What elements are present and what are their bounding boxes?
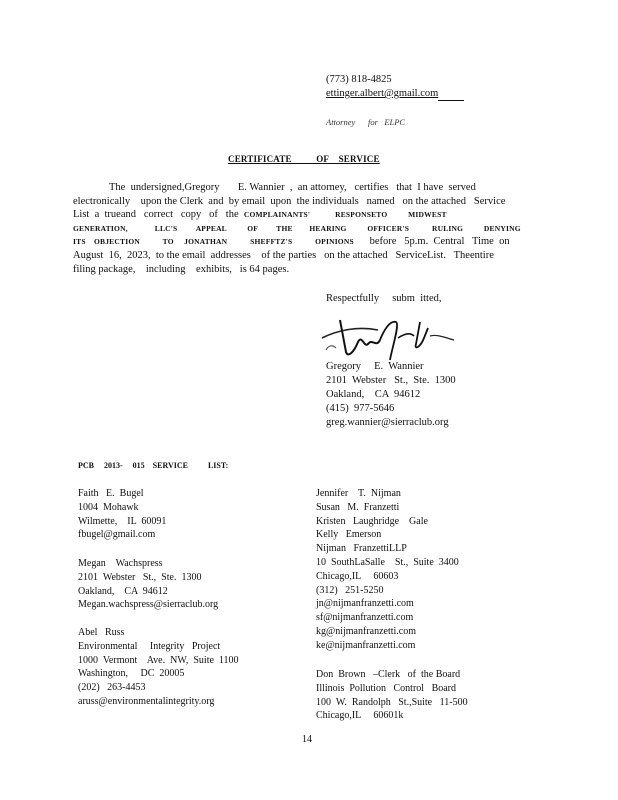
- contact-line: 10 SouthLaSalle St., Suite 3400: [316, 556, 459, 568]
- contact-line: Nijman FranzettiLLP: [316, 543, 407, 555]
- contact-line: Environmental Integrity Project: [78, 640, 221, 652]
- contact-line: Don Brown –Clerk of the Board: [316, 669, 461, 680]
- handwritten-signature: [318, 308, 458, 366]
- contact-line: 100 W. Randolph St.,Suite 11-500: [316, 696, 468, 708]
- attorney-role: Attorney for ELPC: [326, 117, 406, 127]
- contact-line: Oakland, CA 94612: [78, 585, 168, 597]
- contact-email[interactable]: kg@nijmanfranzetti.com: [316, 625, 417, 637]
- signer-address1: 2101 Webster St., Ste. 1300: [326, 375, 456, 386]
- service-list-heading: PCB 2013- 015 SERVICE LIST:: [78, 461, 229, 470]
- contact-line: (312) 251-5250: [316, 584, 384, 596]
- contact-line: Washington, DC 20005: [78, 668, 185, 680]
- header-email[interactable]: ettinger.albert@gmail.com: [326, 87, 464, 101]
- contact-line: Chicago,IL 60601k: [316, 710, 404, 722]
- contact-email[interactable]: aruss@environmentalintegrity.org: [78, 695, 215, 707]
- signer-name: Gregory E. Wannier: [326, 361, 424, 372]
- certificate-paragraph: [73, 181, 533, 276]
- paragraph-line: electronically upon the Clerk and by email upon the individuals named on the attached Service: [73, 195, 506, 207]
- paragraph-line: List a trueand correct copy of the COMPLAINANTS' RESPONSETO MIDWEST: [73, 209, 447, 221]
- signer-address2: Oakland, CA 94612: [326, 389, 421, 400]
- contact-line: Susan M. Franzetti: [316, 501, 400, 513]
- contact-line: Megan Wachspress: [78, 558, 163, 569]
- contact-line: (202) 263-4453: [78, 682, 146, 694]
- paragraph-line: ITS OBJECTION TO JONATHAN SHEFFTZ'S OPINIONS before 5p.m. Central Time on: [73, 236, 510, 248]
- signer-phone: (415) 977-5646: [326, 403, 395, 414]
- page-number: 14: [302, 734, 312, 745]
- contact-email[interactable]: fbugel@gmail.com: [78, 529, 156, 541]
- paragraph-line: The undersigned,Gregory E. Wannier , an attorney, certifies that I have served: [109, 182, 476, 193]
- service-contact-russ: [78, 626, 239, 709]
- contact-line: Wilmette, IL 60091: [78, 515, 167, 527]
- paragraph-line: filing package, including exhibits, is 64 pages.: [73, 263, 290, 275]
- paragraph-line: GENERATION, LLC'S APPEAL OF THE HEARING OFFICER'S RULING DENYING: [73, 223, 521, 233]
- contact-email[interactable]: Megan.wachspress@sierraclub.org: [78, 599, 219, 611]
- contact-line: Abel Russ: [78, 627, 125, 638]
- contact-line: 2101 Webster St., Ste. 1300: [78, 571, 202, 583]
- contact-line: Jennifer T. Nijman: [316, 488, 401, 499]
- header-phone: (773) 818-4825: [326, 74, 392, 85]
- contact-email[interactable]: ke@nijmanfranzetti.com: [316, 639, 416, 651]
- contact-line: 1004 Mohawk: [78, 501, 139, 513]
- service-contact-bugel: [78, 487, 166, 542]
- closing: Respectfully subm itted,: [326, 293, 442, 304]
- contact-line: 1000 Vermont Ave. NW, Suite 1100: [78, 654, 239, 666]
- contact-line: Kelly Emerson: [316, 529, 382, 541]
- service-contact-wachspress: [78, 557, 218, 612]
- paragraph-line: August 16, 2023, to the email addresses of the parties on the attached ServiceList. Theentire: [73, 249, 494, 261]
- contact-line: Kristen Laughridge Gale: [316, 515, 428, 527]
- contact-line: Faith E. Bugel: [78, 488, 144, 499]
- service-contact-brown: [316, 668, 468, 723]
- signer-email[interactable]: greg.wannier@sierraclub.org: [326, 417, 449, 428]
- certificate-title: CERTIFICATE OF SERVICE: [228, 154, 380, 164]
- service-contact-nijman: [316, 487, 459, 653]
- contact-line: Chicago,IL 60603: [316, 570, 399, 582]
- contact-email[interactable]: sf@nijmanfranzetti.com: [316, 612, 414, 624]
- contact-line: Illinois Pollution Control Board: [316, 682, 457, 694]
- contact-email[interactable]: jn@nijmanfranzetti.com: [316, 598, 414, 610]
